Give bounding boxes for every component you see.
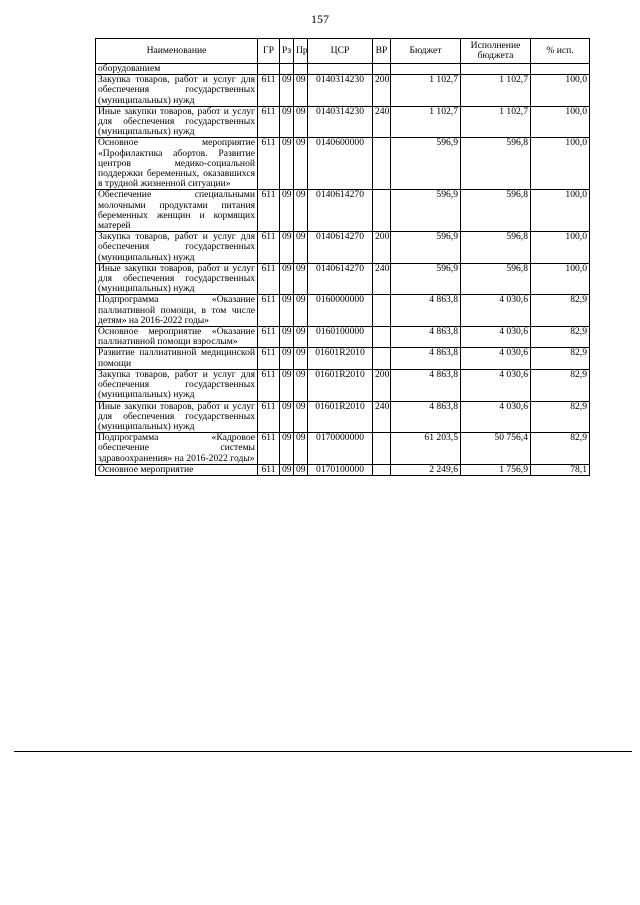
row-vr [373, 348, 391, 369]
row-csr: 0160000000 [308, 295, 373, 327]
row-name: Закупка товаров, работ и услуг для обеспечения государственных (муниципальных) нужд [96, 369, 258, 401]
row-csr: 0140614270 [308, 263, 373, 295]
row-percent: 100,0 [531, 106, 590, 138]
row-name: Подпрограмма «Оказание паллиативной помощи, в том числе детям» на 2016-2022 годы» [96, 295, 258, 327]
row-budget: 4 863,8 [391, 327, 461, 348]
header-pr: Пр [294, 39, 308, 64]
row-pr: 09 [294, 190, 308, 232]
row-vr [373, 327, 391, 348]
row-csr: 0140600000 [308, 138, 373, 190]
footer-divider [14, 751, 632, 752]
row-execution: 50 756,4 [461, 433, 531, 465]
row-rz: 09 [280, 232, 294, 264]
table-row [96, 433, 590, 465]
row-vr [373, 190, 391, 232]
row-name: Основное мероприятие «Профилактика абортов. Развитие центров медико-социальной поддержки беременных, оказавшихся в трудной жизненной ситуации» [96, 138, 258, 190]
row-percent: 82,9 [531, 401, 590, 433]
row-name: Иные закупки товаров, работ и услуг для обеспечения государственных (муниципальных) нужд [96, 263, 258, 295]
continuation-row [96, 64, 590, 75]
table-row [96, 464, 590, 475]
row-gr: 611 [258, 263, 280, 295]
row-execution: 1 102,7 [461, 106, 531, 138]
row-percent: 82,9 [531, 369, 590, 401]
row-execution: 596,8 [461, 138, 531, 190]
row-percent: 82,9 [531, 327, 590, 348]
row-rz: 09 [280, 464, 294, 475]
row-gr: 611 [258, 232, 280, 264]
row-vr: 240 [373, 263, 391, 295]
row-rz: 09 [280, 327, 294, 348]
row-name: Обеспечение специальными молочными продуктами питания беременных женщин и кормящих матерей [96, 190, 258, 232]
row-pr: 09 [294, 295, 308, 327]
row-execution: 596,8 [461, 263, 531, 295]
table-row [96, 75, 590, 107]
row-gr: 611 [258, 138, 280, 190]
row-name: Подпрограмма «Кадровое обеспечение системы здравоохранения» на 2016-2022 годы» [96, 433, 258, 465]
row-rz: 09 [280, 348, 294, 369]
row-gr: 611 [258, 327, 280, 348]
row-vr [373, 433, 391, 465]
budget-execution-table [95, 38, 590, 476]
row-execution: 4 030,6 [461, 401, 531, 433]
row-rz: 09 [280, 75, 294, 107]
row-pr: 09 [294, 106, 308, 138]
row-gr: 611 [258, 369, 280, 401]
row-budget: 596,9 [391, 232, 461, 264]
row-rz: 09 [280, 369, 294, 401]
row-budget: 4 863,8 [391, 369, 461, 401]
row-percent: 100,0 [531, 138, 590, 190]
row-gr: 611 [258, 401, 280, 433]
row-csr: 0140614270 [308, 190, 373, 232]
row-pr: 09 [294, 348, 308, 369]
row-gr: 611 [258, 348, 280, 369]
row-budget: 1 102,7 [391, 75, 461, 107]
row-percent: 82,9 [531, 433, 590, 465]
row-budget: 1 102,7 [391, 106, 461, 138]
row-vr: 240 [373, 401, 391, 433]
row-budget: 596,9 [391, 263, 461, 295]
row-gr: 611 [258, 464, 280, 475]
row-pr: 09 [294, 232, 308, 264]
row-percent: 78,1 [531, 464, 590, 475]
row-csr: 0170000000 [308, 433, 373, 465]
row-name: Закупка товаров, работ и услуг для обеспечения государственных (муниципальных) нужд [96, 232, 258, 264]
row-percent: 82,9 [531, 348, 590, 369]
row-percent: 100,0 [531, 232, 590, 264]
table-row [96, 348, 590, 369]
row-budget: 2 249,6 [391, 464, 461, 475]
row-execution: 1 102,7 [461, 75, 531, 107]
row-budget: 61 203,5 [391, 433, 461, 465]
row-rz: 09 [280, 433, 294, 465]
row-pr: 09 [294, 327, 308, 348]
row-execution: 1 756,9 [461, 464, 531, 475]
row-vr: 240 [373, 106, 391, 138]
header-name: Наименование [96, 39, 258, 64]
row-execution: 596,8 [461, 190, 531, 232]
header-csr: ЦСР [308, 39, 373, 64]
row-csr: 01601R2010 [308, 348, 373, 369]
table-row [96, 369, 590, 401]
row-gr: 611 [258, 106, 280, 138]
row-rz: 09 [280, 138, 294, 190]
table-row [96, 263, 590, 295]
row-csr: 0140314230 [308, 75, 373, 107]
row-percent: 82,9 [531, 295, 590, 327]
table-row [96, 232, 590, 264]
row-percent: 100,0 [531, 263, 590, 295]
row-name: Основное мероприятие [96, 464, 258, 475]
row-name: Иные закупки товаров, работ и услуг для обеспечения государственных (муниципальных) нужд [96, 106, 258, 138]
row-execution: 4 030,6 [461, 295, 531, 327]
row-execution: 4 030,6 [461, 327, 531, 348]
row-rz: 09 [280, 106, 294, 138]
table-row [96, 138, 590, 190]
row-csr: 01601R2010 [308, 369, 373, 401]
row-csr: 0160100000 [308, 327, 373, 348]
row-budget: 4 863,8 [391, 401, 461, 433]
row-vr: 200 [373, 232, 391, 264]
header-gr: ГР [258, 39, 280, 64]
page-number: 157 [311, 12, 329, 26]
row-execution: 596,8 [461, 232, 531, 264]
row-pr: 09 [294, 263, 308, 295]
row-csr: 0140614270 [308, 232, 373, 264]
header-vr: ВР [373, 39, 391, 64]
continuation-text: оборудованием [96, 64, 258, 75]
row-rz: 09 [280, 401, 294, 433]
row-budget: 596,9 [391, 190, 461, 232]
table-header-row [96, 39, 590, 64]
row-rz: 09 [280, 263, 294, 295]
header-rz: Рз [280, 39, 294, 64]
row-percent: 100,0 [531, 75, 590, 107]
row-gr: 611 [258, 75, 280, 107]
header-execution: Исполнение бюджета [461, 39, 531, 64]
row-csr: 01601R2010 [308, 401, 373, 433]
row-name: Иные закупки товаров, работ и услуг для обеспечения государственных (муниципальных) нужд [96, 401, 258, 433]
row-gr: 611 [258, 190, 280, 232]
row-rz: 09 [280, 295, 294, 327]
row-pr: 09 [294, 433, 308, 465]
row-budget: 4 863,8 [391, 295, 461, 327]
row-vr [373, 464, 391, 475]
row-pr: 09 [294, 75, 308, 107]
row-gr: 611 [258, 433, 280, 465]
row-rz: 09 [280, 190, 294, 232]
row-budget: 596,9 [391, 138, 461, 190]
row-vr: 200 [373, 369, 391, 401]
row-name: Закупка товаров, работ и услуг для обеспечения государственных (муниципальных) нужд [96, 75, 258, 107]
row-csr: 0170100000 [308, 464, 373, 475]
table-row [96, 190, 590, 232]
row-vr [373, 295, 391, 327]
row-vr: 200 [373, 75, 391, 107]
table-row [96, 401, 590, 433]
row-pr: 09 [294, 138, 308, 190]
row-pr: 09 [294, 401, 308, 433]
row-gr: 611 [258, 295, 280, 327]
row-pr: 09 [294, 464, 308, 475]
row-percent: 100,0 [531, 190, 590, 232]
header-percent: % исп. [531, 39, 590, 64]
row-budget: 4 863,8 [391, 348, 461, 369]
row-name: Основное мероприятие «Оказание паллиативной помощи взрослым» [96, 327, 258, 348]
row-csr: 0140314230 [308, 106, 373, 138]
table-row [96, 327, 590, 348]
header-budget: Бюджет [391, 39, 461, 64]
table-row [96, 295, 590, 327]
row-execution: 4 030,6 [461, 348, 531, 369]
row-vr [373, 138, 391, 190]
table-row [96, 106, 590, 138]
row-name: Развитие паллиативной медицинской помощи [96, 348, 258, 369]
row-execution: 4 030,6 [461, 369, 531, 401]
row-pr: 09 [294, 369, 308, 401]
